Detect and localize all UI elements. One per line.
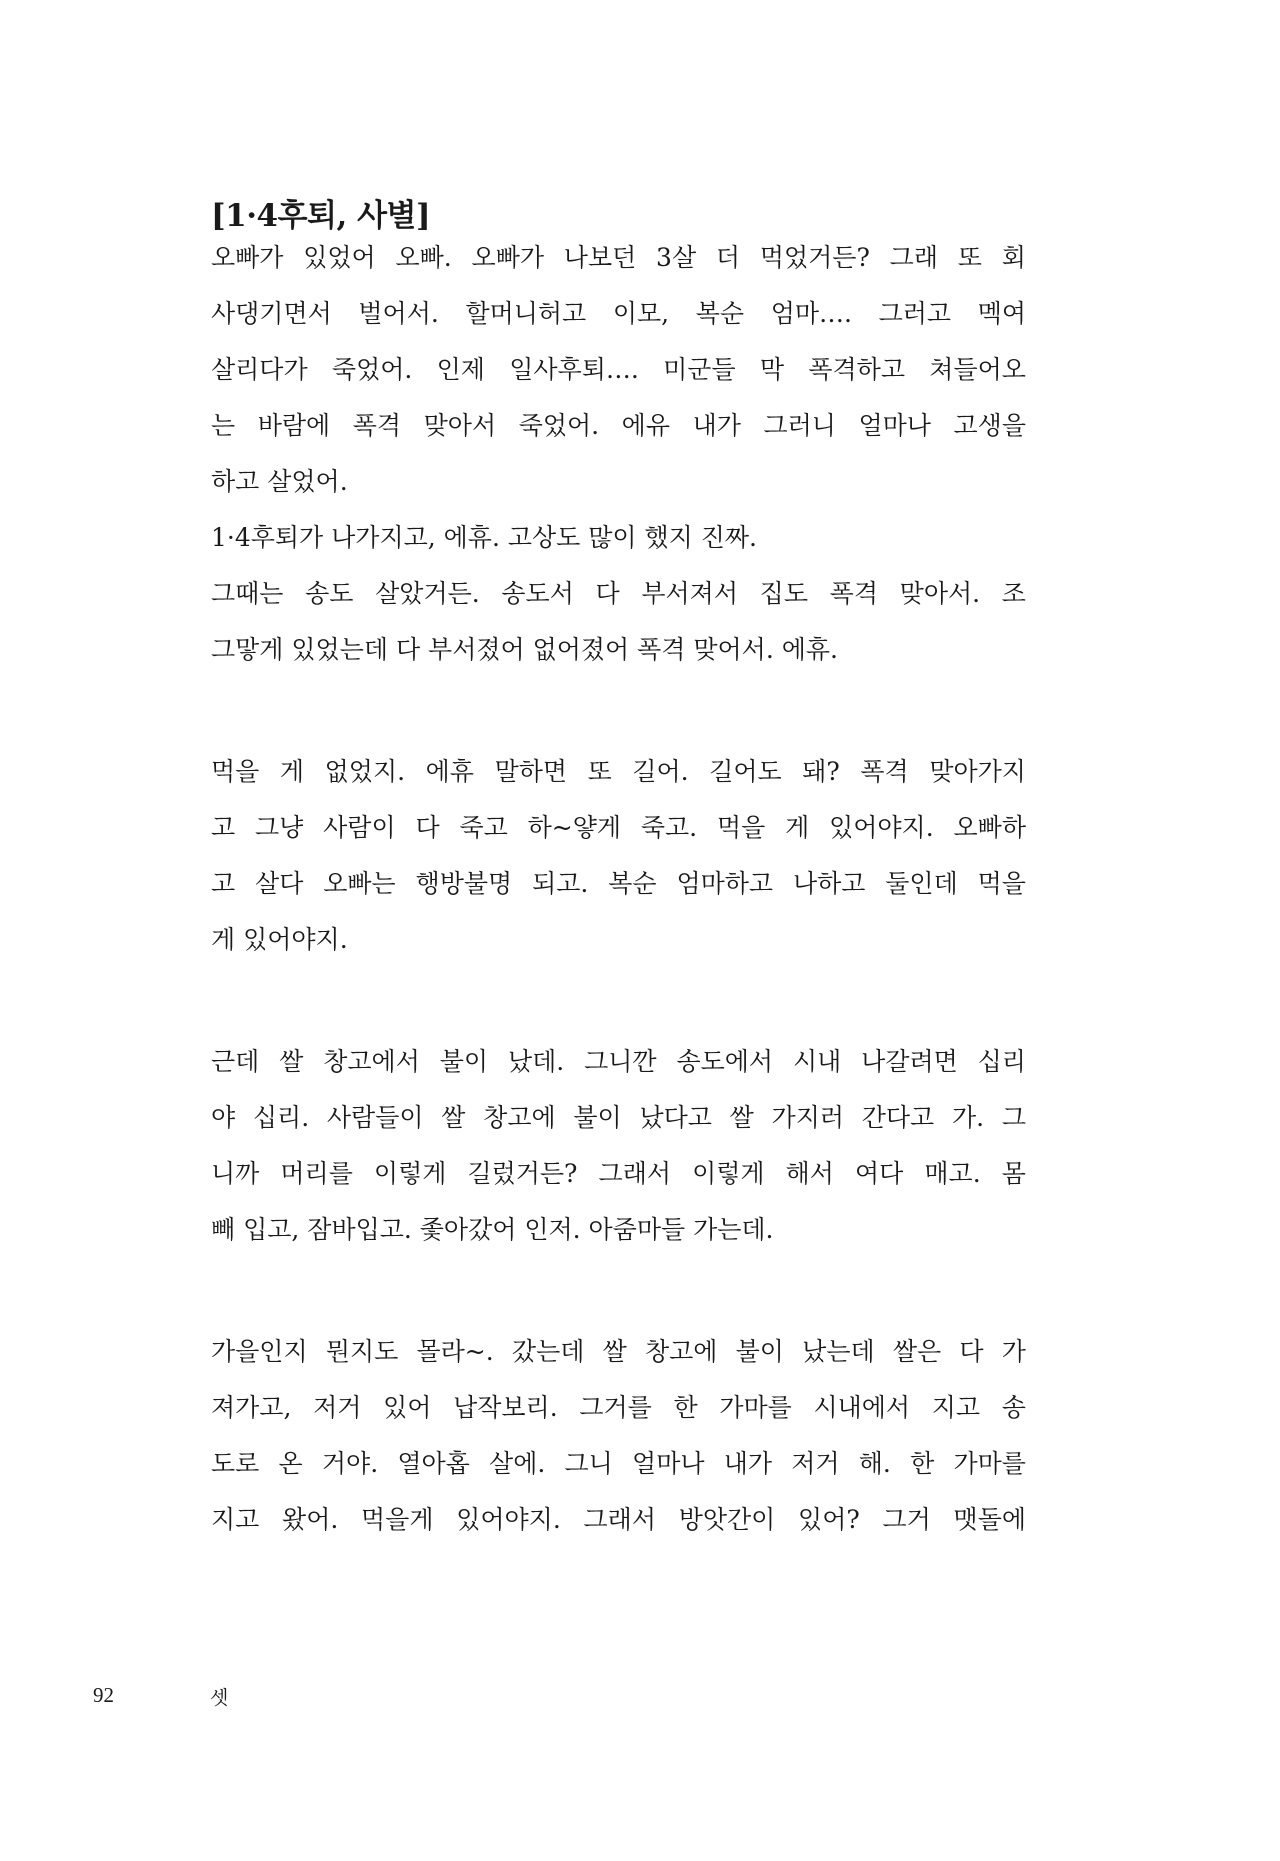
text-line: 야 십리. 사람들이 쌀 창고에 불이 났다고 쌀 가지러 간다고 가. 그: [211, 1103, 1026, 1132]
text-line: 고 그냥 사람이 다 죽고 하~얗게 죽고. 먹을 게 있어야지. 오빠하: [211, 813, 1026, 842]
text-line: 는 바람에 폭격 맞아서 죽었어. 에유 내가 그러니 얼마나 고생을: [211, 411, 1026, 440]
text-line: 하고 살었어.: [211, 467, 348, 496]
text-line: 가을인지 뭔지도 몰라~. 갔는데 쌀 창고에 불이 났는데 쌀은 다 가: [211, 1337, 1026, 1366]
text-line: 게 있어야지.: [211, 925, 348, 954]
text-line: 오빠가 있었어 오빠. 오빠가 나보던 3살 더 먹었거든? 그래 또 회: [211, 243, 1026, 272]
text-line: 니까 머리를 이렇게 길렀거든? 그래서 이렇게 해서 여다 매고. 몸: [211, 1159, 1026, 1188]
section-label: 셋: [210, 1687, 229, 1709]
text-line: 살리다가 죽었어. 인제 일사후퇴…. 미군들 막 폭격하고 쳐들어오: [211, 355, 1026, 384]
text-line: 지고 왔어. 먹을게 있어야지. 그래서 방앗간이 있어? 그거 맷돌에: [211, 1505, 1026, 1534]
text-line: 근데 쌀 창고에서 불이 났데. 그니깐 송도에서 시내 나갈려면 십리: [211, 1047, 1026, 1076]
section-heading: [1·4후퇴, 사별]: [211, 198, 431, 234]
text-line: 져가고, 저거 있어 납작보리. 그거를 한 가마를 시내에서 지고 송: [211, 1393, 1026, 1422]
text-line: 그때는 송도 살았거든. 송도서 다 부서져서 집도 폭격 맞아서. 조: [211, 579, 1026, 608]
text-line: 1·4후퇴가 나가지고, 에휴. 고상도 많이 했지 진짜.: [211, 523, 757, 552]
text-line: 그맣게 있었는데 다 부서졌어 없어졌어 폭격 맞어서. 에휴.: [211, 635, 838, 664]
text-line: 고 살다 오빠는 행방불명 되고. 복순 엄마하고 나하고 둘인데 먹을: [211, 869, 1026, 898]
text-line: 먹을 게 없었지. 에휴 말하면 또 길어. 길어도 돼? 폭격 맞아가지: [211, 757, 1026, 786]
page-number: 92: [93, 1683, 114, 1707]
text-line: 사댕기면서 벌어서. 할머니허고 이모, 복순 엄마…. 그러고 멕여: [211, 299, 1026, 328]
text-line: 빼 입고, 잠바입고. 좇아갔어 인저. 아줌마들 가는데.: [211, 1215, 774, 1244]
text-line: 도로 온 거야. 열아홉 살에. 그니 얼마나 내가 저거 해. 한 가마를: [211, 1449, 1026, 1478]
